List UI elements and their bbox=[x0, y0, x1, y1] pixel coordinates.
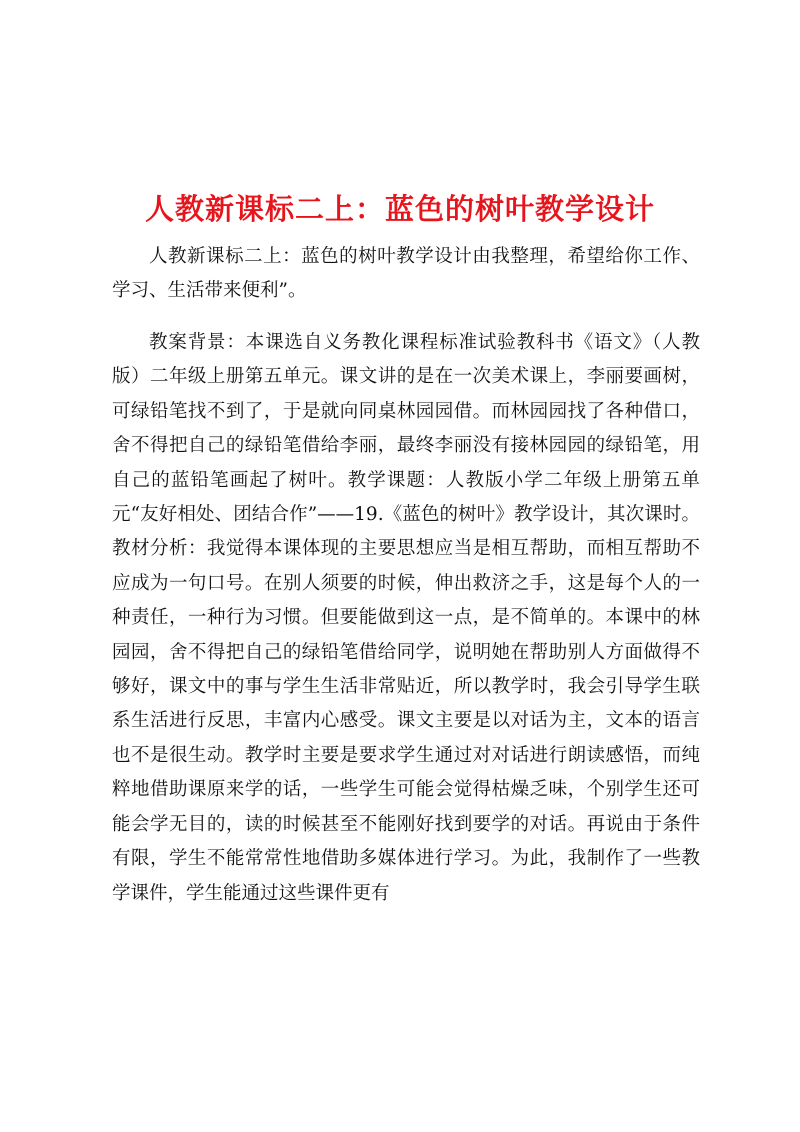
document-title: 人教新课标二上：蓝色的树叶教学设计 bbox=[144, 192, 655, 227]
intro-paragraph: 人教新课标二上：蓝色的树叶教学设计由我整理，希望给你工作、学习、生活带来便利”。 bbox=[112, 246, 700, 302]
lesson-background-paragraph: 教案背景：本课选自义务教化课程标准试验教科书《语文》（人教版）二年级上册第五单元。课文讲的是在一次美术课上，李丽要画树，可绿铅笔找不到了，于是就向同桌林园园借。而林园园找了各种借口，舍不得把自己的绿铅笔借给李丽，最终李丽没有接林园园的绿铅笔，用自己的蓝铅笔画起了树叶。教学课题：人教版小学二年级上册第五单元“友好相处、团结合作”——19.《蓝色的树叶》教学设计，其次课时。教材分析：我觉得本课体现的主要思想应当是相互帮助，而相互帮助不应成为一句口号。在别人须要的时候，伸出救济之手，这是每个人的一种责任，一种行为习惯。但要能做到这一点，是不简单的。本课中的林园园，舍不得把自己的绿铅笔借给同学，说明她在帮助别人方面做得不够好，课文中的事与学生生活非常贴近，所以教学时，我会引导学生联系生活进行反思，丰富内心感受。课文主要是以对话为主，文本的语言也不是很生动。教学时主要是要求学生通过对对话进行朗读感悟，而纯粹地借助课原来学的话，一些学生可能会觉得枯燥乏味，个别学生还可能会学无目的，读的时候甚至不能刚好找到要学的对话。再说由于条件有限，学生不能常常性地借助多媒体进行学习。为此，我制作了一些教学课件，学生能通过这些课件更有 bbox=[112, 332, 700, 904]
